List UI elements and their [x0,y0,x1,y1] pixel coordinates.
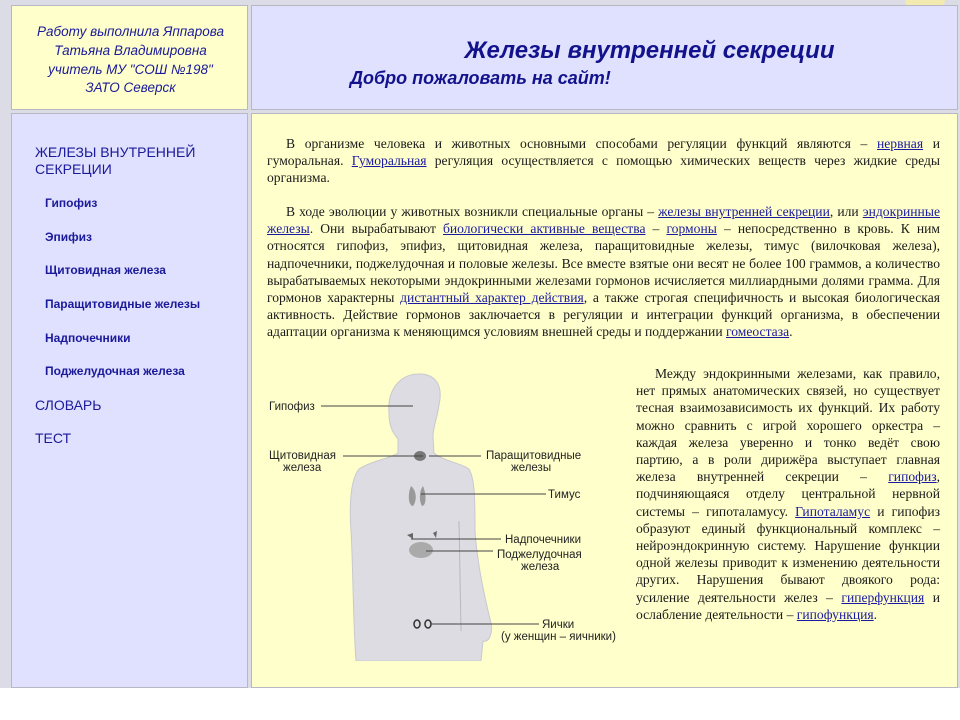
body-silhouette [350,374,491,661]
nav-label: СЕКРЕЦИИ [35,161,112,177]
nav-item-epiphysis[interactable]: Эпифиз [45,230,93,244]
text: В организме человека и животных основными способами регуляции функций являются – [286,136,877,151]
header-banner [251,5,958,110]
label-pituitary: Гипофиз [269,401,315,413]
nav-endocrine-glands[interactable] [35,144,195,178]
label-pancreas: Поджелудочная [497,549,582,561]
label-thyroid: Щитовидная [269,450,336,462]
paragraph-interdependence [636,365,940,623]
text: , а также строгая специфичность и высокая биологическая активность. Действие гормонов заключается в регуляции и интеграции функций организма, в обеспечении адаптации организма к меняющимся условиям внешней среды и поддержании [267,290,940,340]
link-distant-action[interactable]: дистантный характер действия [400,290,584,306]
paragraph-intro [267,135,940,187]
link-hyperfunction[interactable]: гиперфункция [841,589,925,605]
author-line: Татьяна Владимировна [54,42,207,58]
link-hypofunction[interactable]: гипофункция [796,606,874,622]
nav-item-adrenal[interactable]: Надпочечники [45,331,131,345]
label-gonads: Яички [542,619,575,631]
text: – непосредственно в кровь. К ним относятся гипофиз, эпифиз, щитовидная железа, паращитовидные железы, тимус (вилочковая железа), надпочечники, поджелудочная и половые железы. Все вместе взятые они весят не более 100 граммов, а количество вырабатываемых некоторыми эндокринными железами гормонов исчисляется миллиардными долями грамма. Для гормонов характерны [267,221,940,306]
pancreas-gland [409,542,433,558]
nav-item-pituitary[interactable]: Гипофиз [45,196,98,210]
label-gonads: (у женщин – яичники) [501,631,616,643]
author-line: учитель МУ "СОШ №198" [48,61,213,77]
nav-label: ЖЕЛЕЗЫ ВНУТРЕННЕЙ [35,144,196,160]
label-thymus: Тимус [548,489,581,501]
nav-test[interactable]: ТЕСТ [35,430,72,446]
link-endocrine[interactable]: эндокринные железы [267,204,940,237]
nav-item-thyroid[interactable]: Щитовидная железа [45,263,166,277]
welcome-subtitle: Добро пожаловать на сайт! [350,68,611,88]
sidebar-nav [11,113,248,688]
text: регуляция осуществляется с помощью химических веществ через жидкие среды организма. [267,153,941,186]
label-thyroid: железа [283,462,322,474]
label-pancreas: железа [521,561,560,573]
text: . Они вырабатывают [309,221,443,237]
text: , или [829,204,863,219]
text: В ходе эволюции у животных возникли специальные органы – [286,204,659,219]
link-pituitary[interactable]: гипофиз [888,469,937,485]
nav-item-pancreas[interactable]: Поджелудочная железа [45,364,185,378]
link-homeostasis[interactable]: гомеостаза [726,324,790,340]
text: , подчиняющаяся отделу центральной нервной системы – гипоталамусу. [636,469,940,519]
text: – [645,221,667,237]
author-panel [11,5,248,110]
nav-item-parathyroid[interactable]: Паращитовидные железы [45,297,201,311]
nav-dictionary[interactable]: СЛОВАРЬ [35,397,102,413]
author-info [12,23,249,98]
link-humoral[interactable]: Гуморальная [351,153,427,169]
author-line: Работу выполнила Яппарова [37,24,224,39]
endocrine-diagram [261,361,626,661]
text: и гипофиз образуют единый функциональный комплекс – нейроэндокринную систему. Нарушение функции одной железы приводит к изменению деятельности других. Нарушения бывают двоякого рода: усиление деятельности желез – [636,503,940,605]
label-parathyroid: железы [511,462,552,474]
link-hormones[interactable]: гормоны [666,221,717,237]
text: Между эндокринными железами, как правило, нет прямых анатомических связей, но существует тесная взаимозависимость их функций. Их работу можно сравнить с игрой хорошего оркестра – каждая железа уверенно и тонко ведёт свою партию, а в роли дирижёра выступает главная железа внутренней секреции – [636,366,940,485]
main-content [251,113,958,688]
link-hypothalamus[interactable]: Гипоталамус [795,503,871,519]
text: . [789,324,793,340]
author-line: ЗАТО Северск [85,80,176,96]
text: и ослабление деятельности – [636,589,940,622]
page-title: Железы внутренней секреции [464,37,835,64]
text: и гуморальная. [267,136,940,169]
link-nervous[interactable]: нервная [876,136,924,151]
paragraph-evolution [267,203,940,341]
link-endocrine-glands[interactable]: железы внутренней секреции [658,204,830,219]
label-parathyroid: Паращитовидные [486,450,582,462]
text: . [873,606,878,622]
link-bioactive-substances[interactable]: биологически активные вещества [442,221,646,237]
label-adrenal: Надпочечники [505,534,582,546]
